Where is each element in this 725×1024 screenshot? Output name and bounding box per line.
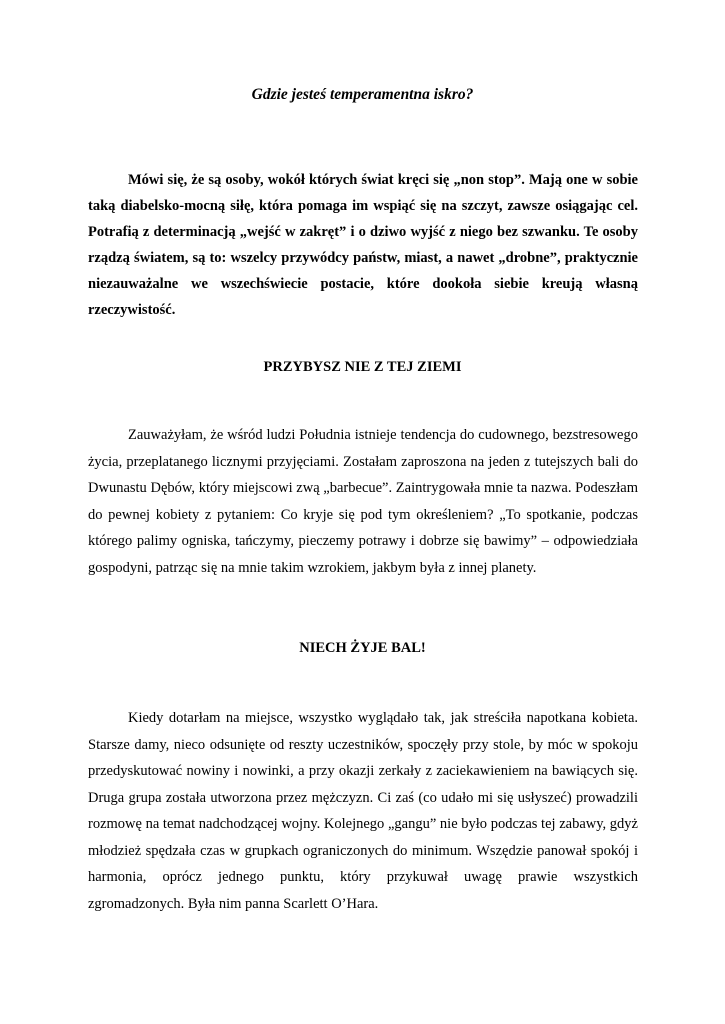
section-heading-przybysz: PRZYBYSZ NIE Z TEJ ZIEMI <box>263 359 462 375</box>
document-title: Gdzie jesteś temperamentna iskro? <box>251 86 474 103</box>
lead-paragraph: Mówi się, że są osoby, wokół których świat kręci się „non stop”. Mają one w sobie taką diabelsko-mocną siłę, która pomaga im wspiąć się na szczyt, zawsze osiągając cel. Potrafią z determinacją „wejść w zakręt” i o dziwo wyjść z niego bez szwanku. Te osoby rządzą światem, są to: wszelcy przywódcy państw, miast, a nawet „drobne”, praktycznie niezauważalne we wszechświecie postacie, które dookoła siebie kreują własną rzeczywistość. <box>88 172 638 318</box>
section-paragraph-bal: Kiedy dotarłam na miejsce, wszystko wyglądało tak, jak streściła napotkana kobieta. Starsze damy, nieco odsunięte od reszty uczestników, spoczęły przy stole, by móc w spokoju przedyskutować nowiny i nowinki, a przy okazji zerkały z zaciekawieniem na bawiących się. Druga grupa została utworzona przez mężczyzn. Ci zaś (co udało mi się usłyszeć) prowadzili rozmowę na temat nadchodzącej wojny. Kolejnego „gangu” nie było podczas tej zabawy, gdyż młodzież spędzała czas w grupkach ograniczonych do minimum. Wszędzie panował spokój i harmonia, oprócz jednego punktu, który przykuwał uwagę prawie wszystkich zgromadzonych. Była nim panna Scarlett O’Hara. <box>88 710 638 912</box>
section-heading-bal: NIECH ŻYJE BAL! <box>299 640 426 656</box>
section-paragraph-przybysz: Zauważyłam, że wśród ludzi Południa istnieje tendencja do cudownego, bezstresowego życia, przeplatanego licznymi przyjęciami. Zostałam zaproszona na jeden z tutejszych bali do Dwunastu Dębów, który miejscowi zwą „barbecue”. Zaintrygowała mnie ta nazwa. Podeszłam do pewnej kobiety z pytaniem: Co kryje się pod tym określeniem? „To spotkanie, podczas którego palimy ogniska, tańczymy, pieczemy potrawy i dobrze się bawimy” – odpowiedziała gospodyni, patrząc się na mnie takim wzrokiem, jakbym była z innej planety. <box>88 427 638 576</box>
